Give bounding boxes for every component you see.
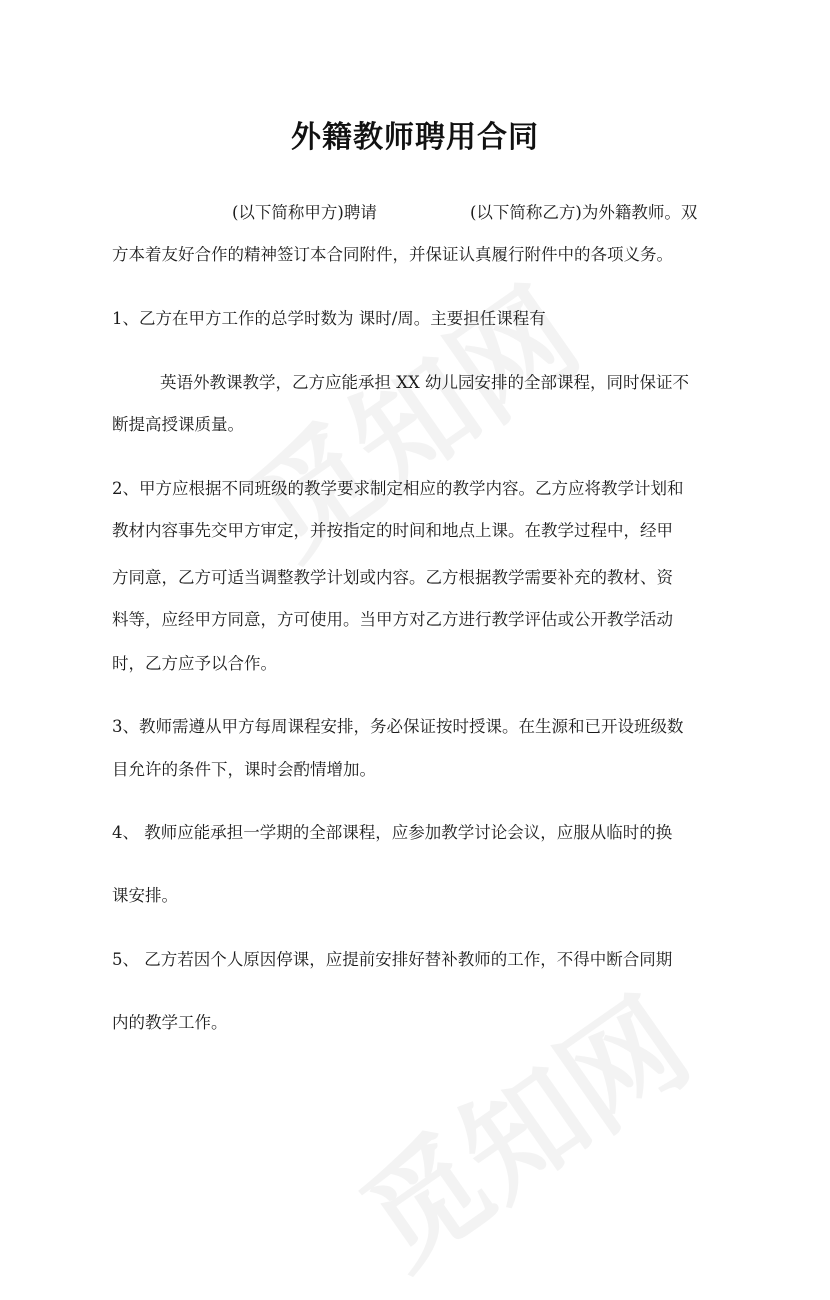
clause2-line4: 料等，应经甲方同意，方可使用。当甲方对乙方进行教学评估或公开教学活动 [112, 610, 673, 629]
clause1-line1: 1、乙方在甲方工作的总学时数为 课时/周。主要担任课程有 [112, 309, 546, 328]
clause1-line2: 英语外教课教学，乙方应能承担 XX 幼儿园安排的全部课程，同时保证不 [160, 373, 689, 392]
intro-line1-part1: (以下简称甲方)聘请 [232, 203, 377, 222]
clause1-line3: 断提高授课质量。 [112, 415, 244, 434]
clause5-line1: 5、 乙方若因个人原因停课，应提前安排好替补教师的工作，不得中断合同期 [112, 950, 673, 969]
clause4-line1: 4、 教师应能承担一学期的全部课程，应参加教学讨论会议，应服从临时的换 [112, 823, 673, 842]
intro-line1-part2: (以下简称乙方)为外籍教师。双 [470, 203, 698, 222]
clause4-line2: 课安排。 [112, 886, 178, 905]
watermark [323, 952, 717, 1299]
document-title: 外籍教师聘用合同 [291, 120, 539, 155]
clause2-line2: 教材内容事先交甲方审定，并按指定的时间和地点上课。在教学过程中，经甲 [112, 521, 673, 540]
clause5-line2: 内的教学工作。 [112, 1013, 228, 1032]
clause2-line3: 方同意，乙方可适当调整教学计划或内容。乙方根据教学需要补充的教材、资 [112, 568, 673, 587]
clause3-line2: 目允许的条件下，课时会酌情增加。 [112, 760, 376, 779]
intro-line2: 方本着友好合作的精神签订本合同附件，并保证认真履行附件中的各项义务。 [112, 245, 673, 264]
clause2-line5: 时，乙方应予以合作。 [112, 654, 277, 673]
clause2-line1: 2、甲方应根据不同班级的教学要求制定相应的教学内容。乙方应将教学计划和 [112, 479, 684, 498]
clause3-line1: 3、教师需遵从甲方每周课程安排，务必保证按时授课。在生源和已开设班级数 [112, 717, 684, 736]
